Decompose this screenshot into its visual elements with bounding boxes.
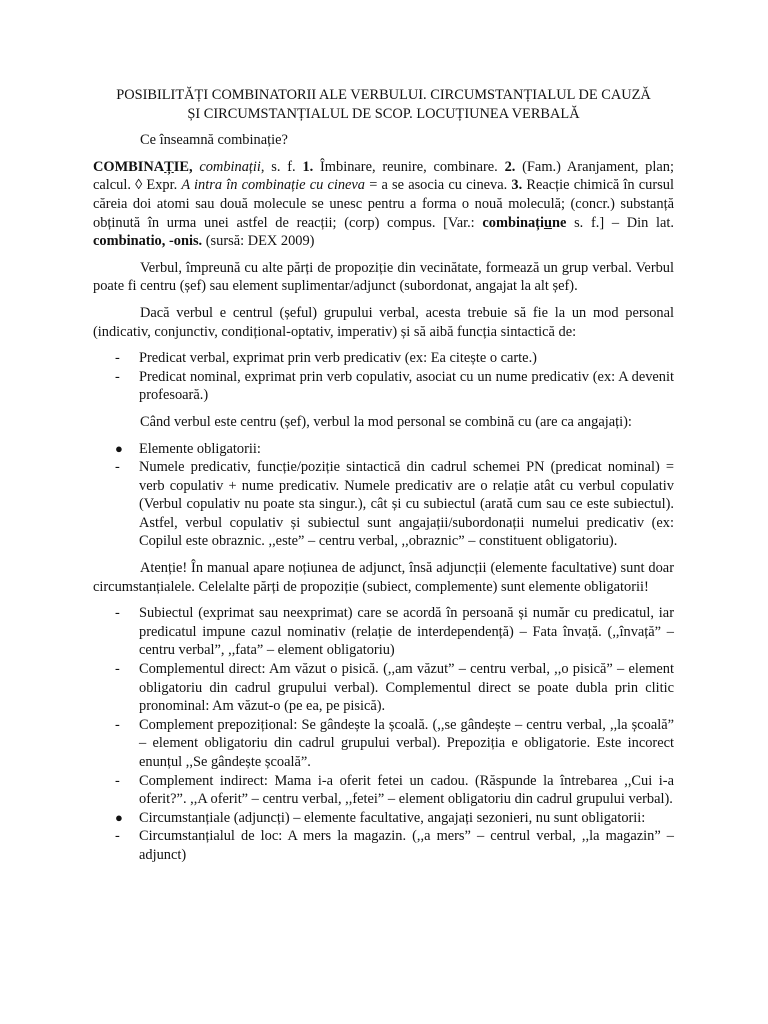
list-item: - Circumstanțialul de loc: A mers la magazin. (,,a mers” – centrul verbal, ,,la magazin” – adjunct) (115, 828, 674, 863)
complements-list (93, 604, 674, 864)
list-item: - Complementul direct: Am văzut o pisică. (,,am văzut” – centru verbal, ,,o pisică” – element obligatoriu din cadrul grupului verbal). Complementul direct se poate dubla prin clitic pronominal: Am văzut-o (pe ea, pe pisică). (115, 661, 674, 715)
list-item: - Complement prepozițional: Se gândește la școală. (,,se gândește – centru verbal, ,,la școală” – element obligatoriu din cadrul grupului verbal). Prepoziția e obligatorie. Este incorect enunțul ,,Se gândește școală”. (115, 716, 674, 770)
bullet-marker: ● (115, 440, 123, 456)
sense-text-1: Îmbinare, reunire, combinare. (320, 158, 498, 175)
list-item: - Subiectul (exprimat sau neexprimat) care se acordă în persoană și număr cu predicatul, iar predicatul impune cazul nominativ (relație de interdependență) – Fata învață. (,,învață” – centru verbal”, ,,fata” – element obligatoriu) (115, 605, 674, 659)
list-item: - Predicat nominal, exprimat prin verb copulativ, asociat cu un nume predicativ (ex: A devenit profesoară.) (115, 368, 674, 404)
title-line-1: POSIBILITĂȚI COMBINATORII ALE VERBULUI. CIRCUMSTANȚIALUL DE CAUZĂ (116, 87, 651, 103)
title-line-2: ȘI CIRCUMSTANȚIALUL DE SCOP. LOCUȚIUNEA VERBALĂ (187, 105, 580, 122)
definition-paragraph (93, 158, 674, 251)
sense-text-2: (Fam.) Aranjament, plan; calcul. ◊ Expr. (93, 158, 674, 194)
paragraph-verbal-group: Verbul, împreună cu alte părți de propoziție din vecinătate, formează un grup verbal. Verbul poate fi centru (șef) sau element suplimentar/adjunct (subordonat, angajat la alt șef). (93, 259, 674, 295)
list-item: ● Circumstanțiale (adjuncți) – elemente facultative, angajați sezonieri, nu sunt obligatorii: (115, 809, 646, 826)
variant-info: s. f.] – Din lat. (574, 214, 674, 231)
bullet-marker: ● (115, 809, 123, 825)
obligatory-elements-list (93, 440, 674, 552)
list-item: - Complement indirect: Mama i-a oferit fetei un cadou. (Răspunde la întrebarea ,,Cui i-a oferit?”. ,,A oferit” – centru verbal, ,,fetei” – element obligatoriu din cadrul grupului verbal). (115, 772, 674, 808)
dash-marker: - (115, 605, 120, 622)
list-item: - Predicat verbal, exprimat prin verb predicativ (ex: Ea citește o carte.) (115, 350, 537, 367)
paragraph-combinations: Când verbul este centru (șef), verbul la mod personal se combină cu (are ca angajați): (140, 413, 632, 430)
variant-form: combinațiune (482, 214, 567, 231)
source-note: (sursă: DEX 2009) (205, 233, 315, 250)
list-item: - Numele predicativ, funcție/poziție sintactică din cadrul schemei PN (predicat nominal) = verb copulativ + nume predicativ. Numele predicativ are o relație atât cu verbul copulativ (Verbul copulativ nu poate sta singur.), cât și cu subiectul (arată cum sau ce este subiectul). Astfel, verbul copulativ și subiectul sunt angajații/subordonații numelui predicativ (ex: Copilul este obraznic. ,,este” – centru verbal, ,,obraznic” – constituent obligatoriu). (115, 459, 674, 550)
document-title (93, 86, 674, 123)
sense-number-2: 2. (504, 158, 516, 175)
paragraph-attention: Atenție! În manual apare noțiunea de adjunct, însă adjuncții (elemente facultative) sunt doar circumstanțialele. Celelalte părți de propoziție (subiect, complemente) sunt elemente obligatorii! (93, 560, 674, 595)
sense-number-3: 3. (511, 177, 523, 194)
list-item: ● Elemente obligatorii: (115, 440, 261, 457)
plural-form: combinații (199, 158, 261, 175)
question-paragraph: Ce înseamnă combinație? (140, 132, 288, 149)
dash-marker: - (115, 828, 120, 845)
dash-marker: - (115, 368, 120, 385)
sense-text-3: Reacție chimică în cursul căreia doi atomi sau două molecule se unesc pentru a forma o nouă moleculă; (concr.) substanță obținută în urma unei astfel de reacții; (corp) compus. [Var.: (93, 177, 674, 231)
expression: A intra în combinație cu cineva (181, 177, 366, 194)
etymology: combinatio, -onis. (93, 233, 203, 250)
paragraph-verb-center: Dacă verbul e centrul (șeful) grupului verbal, acesta trebuie să fie la un mod personal (indicativ, conjunctiv, condițional-optativ, imperativ) și să aibă funcția sintactică de: (93, 304, 674, 340)
dash-marker: - (115, 459, 120, 476)
dash-marker: - (115, 661, 120, 678)
dash-marker: - (115, 716, 120, 733)
sense-number-1: 1. (302, 158, 314, 175)
dash-marker: - (115, 772, 120, 789)
expression-meaning: = a se asocia cu cineva. (369, 177, 508, 194)
headword: COMBINAȚIE, (93, 158, 193, 175)
predicate-list (93, 349, 674, 405)
dash-marker: - (115, 350, 120, 367)
grammar-info: , s. f. (260, 158, 296, 175)
